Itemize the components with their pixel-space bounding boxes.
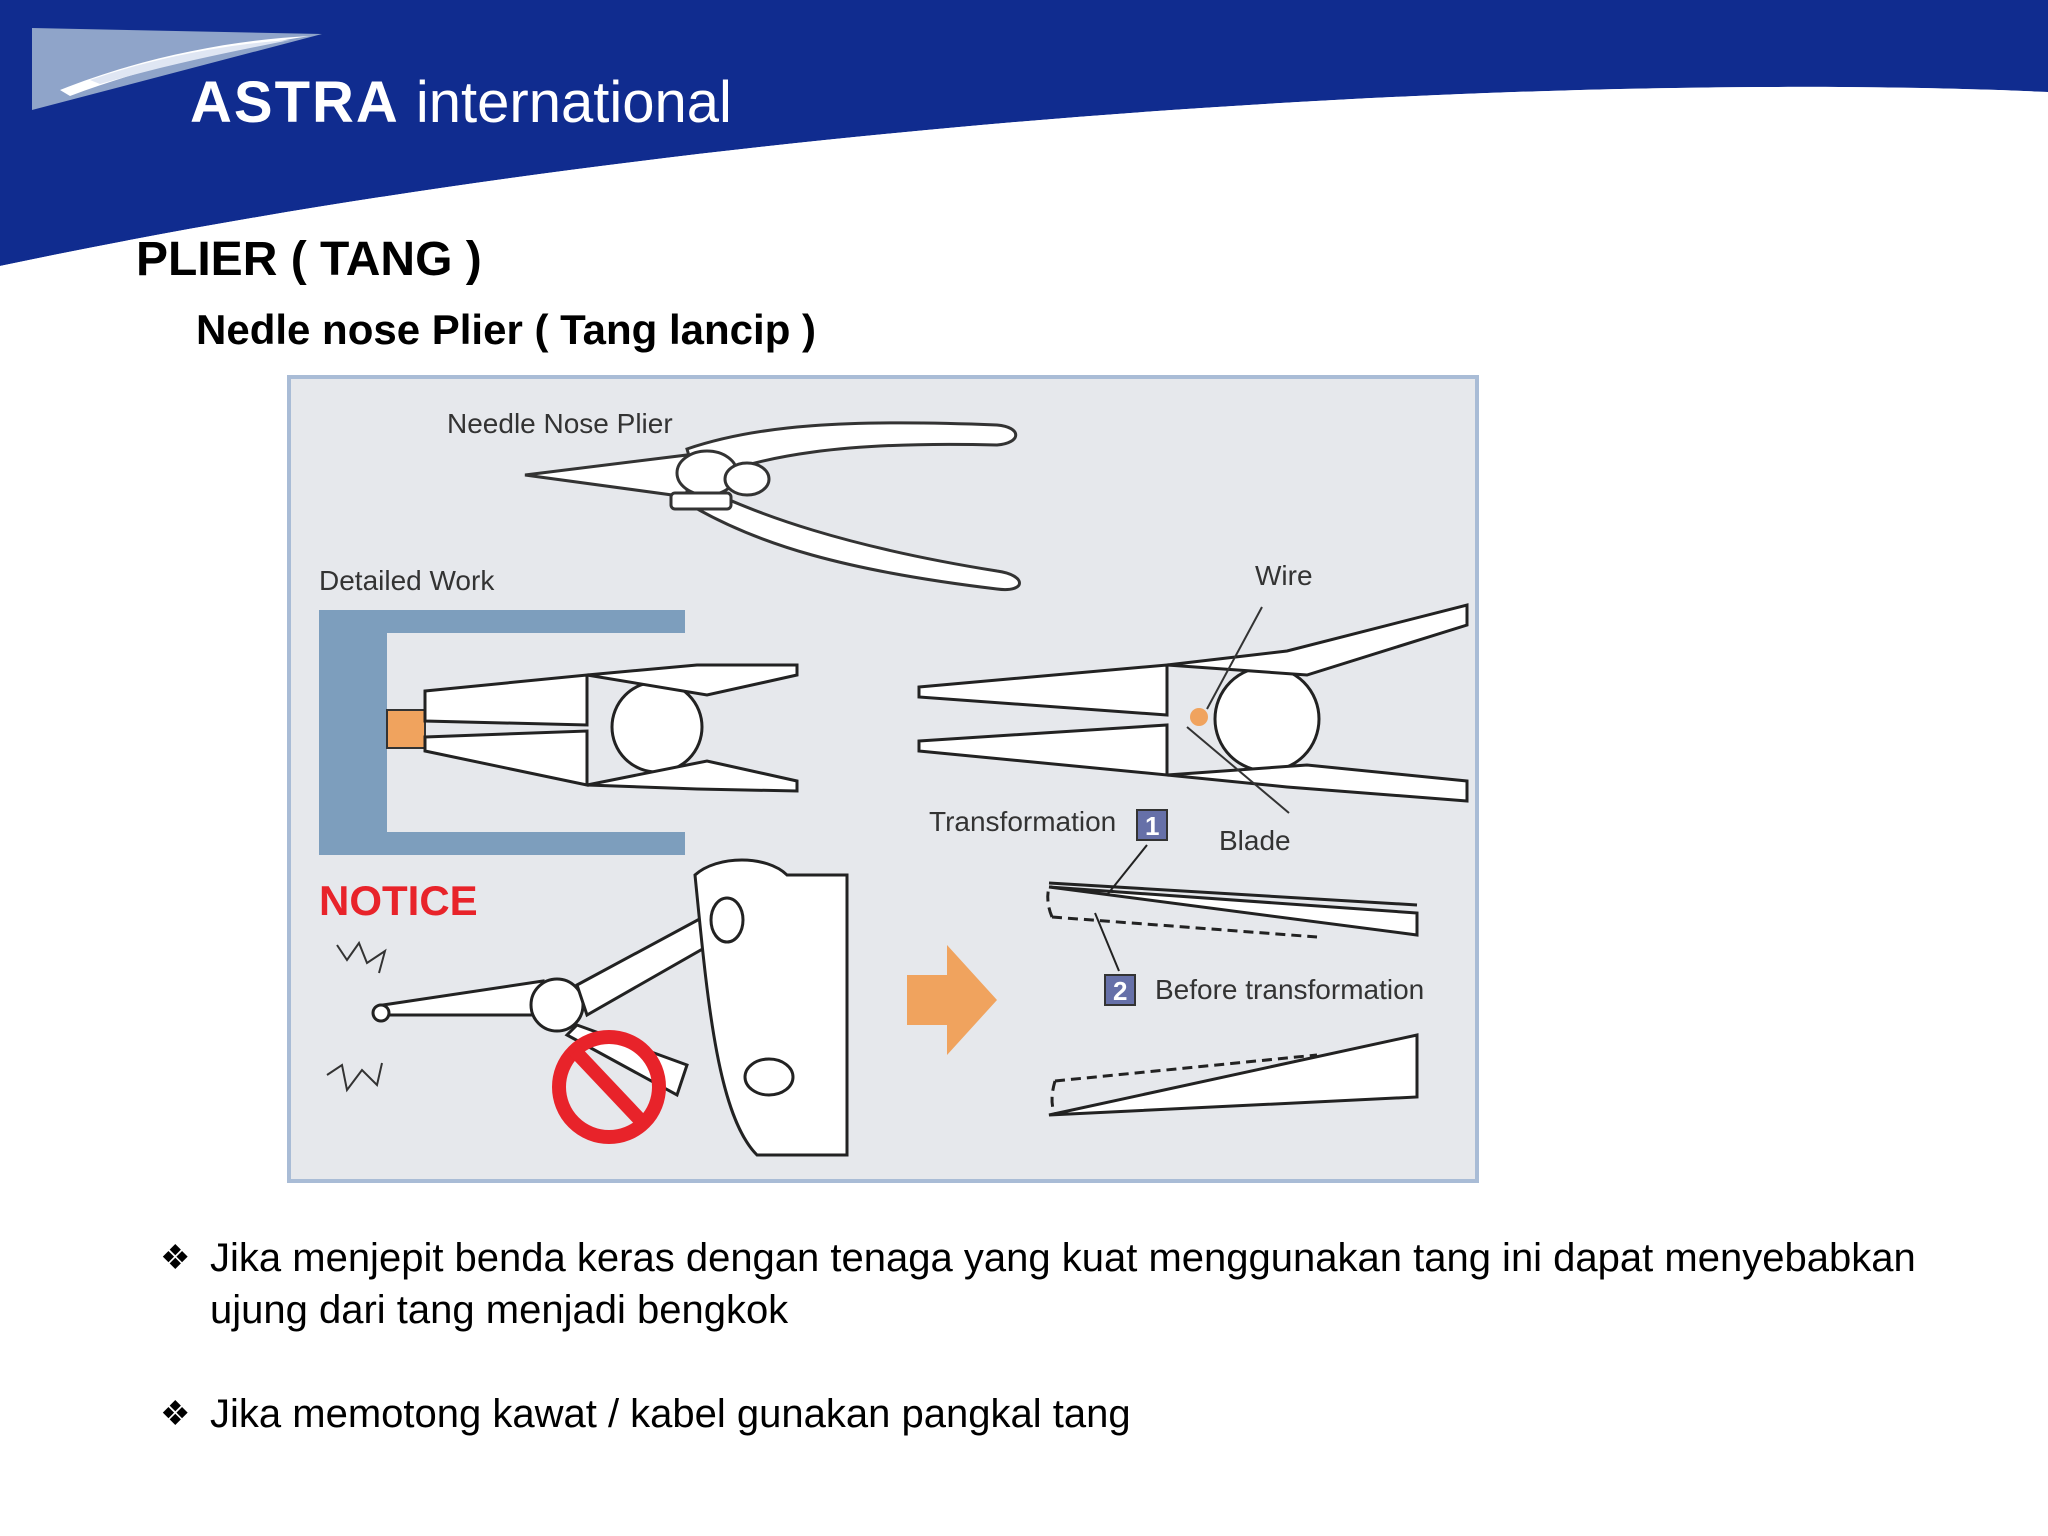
bullet-item <box>160 1232 1960 1336</box>
wire-dot <box>1190 708 1208 726</box>
label-wire: Wire <box>1255 560 1313 591</box>
notice-label: NOTICE <box>319 877 478 924</box>
slide-title: PLIER ( TANG ) <box>136 233 482 286</box>
bullet-text: Jika memotong kawat / kabel gunakan pangkal tang <box>210 1392 1131 1436</box>
slide-subtitle: Nedle nose Plier ( Tang lancip ) <box>196 306 817 353</box>
label-needle-nose-plier: Needle Nose Plier <box>447 408 673 439</box>
diamond-bullet-icon: ❖ <box>160 1395 191 1433</box>
bullet-text: Jika menjepit benda keras dengan tenaga yang kuat menggunakan tang ini dapat menyebabkan ujung dari tang menjadi bengkok <box>210 1236 1916 1332</box>
badge-2-number: 2 <box>1113 976 1128 1006</box>
bullet-list <box>160 1232 1960 1492</box>
label-before-transformation: Before transformation <box>1155 974 1425 1005</box>
label-transformation: Transformation <box>929 806 1117 837</box>
logo-suffix-text: international <box>415 70 732 135</box>
bullet-item <box>160 1388 1960 1440</box>
diamond-bullet-icon: ❖ <box>160 1239 191 1277</box>
workpiece-square <box>387 710 425 748</box>
company-logo <box>190 68 732 138</box>
logo-brand-text: ASTRA <box>190 70 400 135</box>
badge-1-number: 1 <box>1145 811 1160 841</box>
label-detailed-work: Detailed Work <box>319 565 495 596</box>
plier-illustration <box>287 375 1479 1183</box>
label-blade: Blade <box>1219 825 1291 856</box>
